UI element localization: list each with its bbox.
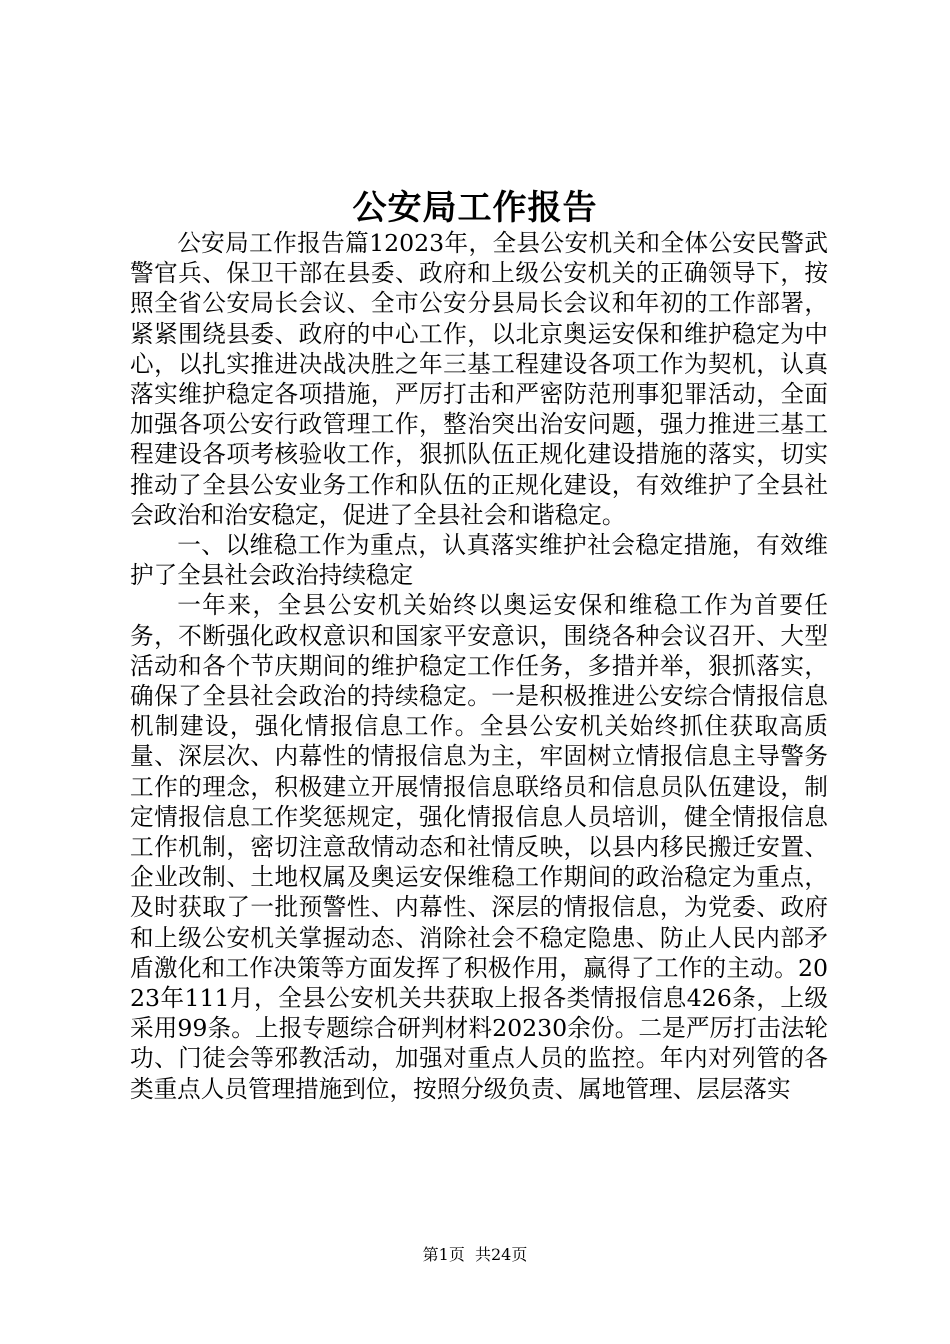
document-title: 公安局工作报告 — [352, 188, 598, 228]
paragraph-section-1: 一年来，全县公安机关始终以奥运安保和维稳工作为首要任务，不断强化政权意识和国家平安意识，围绕各种会议召开、大型活动和各个节庆期间的维护稳定工作任务，多措并举，狠抓落实，确保了全县社会政治的持续稳定。一是积极推进公安综合情报信息机制建设，强化情报信息工作。全县公安机关始终抓住获取高质量、深层次、内幕性的情报信息为主，牢固树立情报信息主导警务工作的理念，积极建立开展情报信息联络员和信息员队伍建设，制定情报信息工作奖惩规定，强化情报信息人员培训，健全情报信息工作机制，密切注意敌情动态和社情反映，以县内移民搬迁安置、企业改制、土地权属及奥运安保维稳工作期间的政治稳定为重点，及时获取了一批预警性、内幕性、深层的情报信息，为党委、政府和上级公安机关掌握动态、消除社会不稳定隐患、防止人民内部矛盾激化和工作决策等方面发挥了积极作用，赢得了工作的主动。2023年111月，全县公安机关共获取上报各类情报信息426条，上级采用99条。上报专题综合研判材料20230余份。二是严厉打击法轮功、门徒会等邪教活动，加强对重点人员的监控。年内对列管的各类重点人员管理措施到位，按照分级负责、属地管理、层层落实 — [130, 591, 828, 1103]
paragraph-intro: 公安局工作报告篇12023年，全县公安机关和全体公安民警武警官兵、保卫干部在县委、政府和上级公安机关的正确领导下，按照全省公安局长会议、全市公安分县局长会议和年初的工作部署，紧紧围绕县委、政府的中心工作，以北京奥运安保和维护稳定为中心，以扎实推进决战决胜之年三基工程建设各项工作为契机，认真落实维护稳定各项措施，严厉打击和严密防范刑事犯罪活动，全面加强各项公安行政管理工作，整治突出治安问题，强力推进三基工程建设各项考核验收工作，狠抓队伍正规化建设措施的落实，切实推动了全县公安业务工作和队伍的正规化建设，有效维护了全县社会政治和治安稳定，促进了全县社会和谐稳定。 — [130, 229, 828, 529]
section-heading-1: 一、以维稳工作为重点，认真落实维护社会稳定措施，有效维护了全县社会政治持续稳定 — [130, 531, 828, 590]
page-number-footer: 第1页 共24页 — [422, 1245, 528, 1264]
document-body — [130, 228, 828, 1104]
